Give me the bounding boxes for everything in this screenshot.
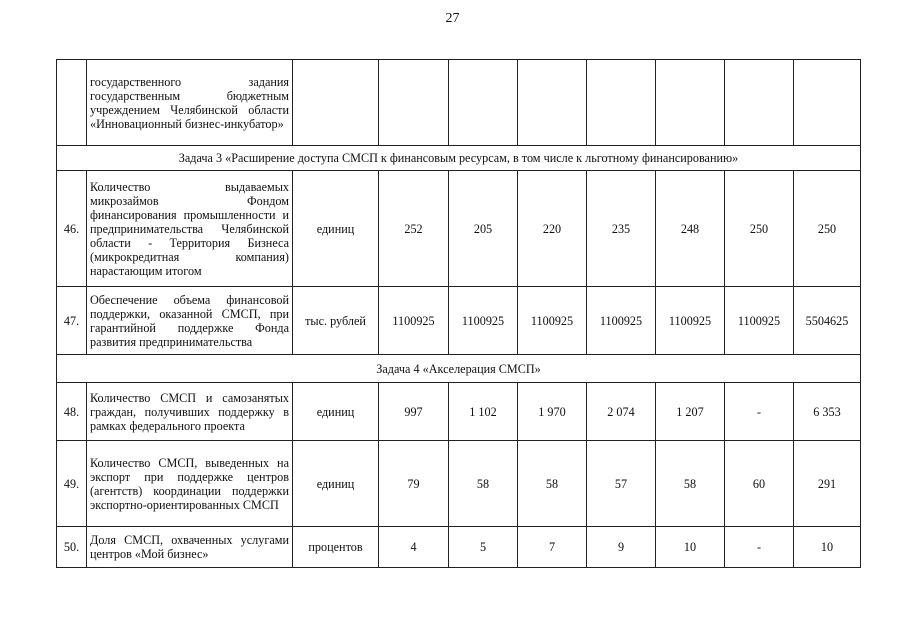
unit-cell: единиц	[293, 171, 379, 287]
value-cell	[794, 60, 861, 146]
unit-cell	[293, 60, 379, 146]
value-cell: 1 102	[449, 383, 518, 441]
value-cell: 7	[518, 527, 587, 568]
table-row	[57, 287, 861, 355]
task-header-row	[57, 146, 861, 171]
value-cell: 10	[656, 527, 725, 568]
value-cell	[725, 60, 794, 146]
value-cell: 58	[656, 441, 725, 527]
value-cell	[587, 60, 656, 146]
indicators-table	[56, 59, 861, 568]
task-heading: Задача 4 «Акселерация СМСП»	[57, 355, 861, 383]
value-cell: 5504625	[794, 287, 861, 355]
indicator-name-cell: Количество СМСП, выведенных на экспорт при поддержке центров (агентств) координации поддержки экспортно-ориентированных СМСП	[87, 441, 293, 527]
indicator-name-cell: Доля СМСП, охваченных услугами центров «Мой бизнес»	[87, 527, 293, 568]
value-cell: 1100925	[449, 287, 518, 355]
value-cell: 79	[379, 441, 449, 527]
table-row	[57, 383, 861, 441]
value-cell: 57	[587, 441, 656, 527]
page-number: 27	[445, 11, 460, 26]
task-heading: Задача 3 «Расширение доступа СМСП к финансовым ресурсам, в том числе к льготному финансированию»	[57, 146, 861, 171]
value-cell: 291	[794, 441, 861, 527]
table-row	[57, 60, 861, 146]
value-cell: 4	[379, 527, 449, 568]
value-cell: 6 353	[794, 383, 861, 441]
unit-cell: тыс. рублей	[293, 287, 379, 355]
value-cell: 10	[794, 527, 861, 568]
value-cell: 252	[379, 171, 449, 287]
row-number-cell: 48.	[57, 383, 87, 441]
row-number-cell: 46.	[57, 171, 87, 287]
row-number-cell: 50.	[57, 527, 87, 568]
value-cell: 1100925	[725, 287, 794, 355]
value-cell	[656, 60, 725, 146]
row-number-cell	[57, 60, 87, 146]
value-cell	[518, 60, 587, 146]
table-body	[57, 60, 861, 568]
value-cell: 1100925	[518, 287, 587, 355]
unit-cell: единиц	[293, 383, 379, 441]
value-cell: 60	[725, 441, 794, 527]
value-cell: 2 074	[587, 383, 656, 441]
table-row	[57, 527, 861, 568]
indicator-name-cell: Количество СМСП и самозанятых граждан, получивших поддержку в рамках федерального проекта	[87, 383, 293, 441]
unit-cell: единиц	[293, 441, 379, 527]
indicator-name-cell: государственного задания государственным бюджетным учреждением Челябинской области «Инновационный бизнес-инкубатор»	[87, 60, 293, 146]
task-header-row	[57, 355, 861, 383]
indicator-name-cell: Обеспечение объема финансовой поддержки, оказанной СМСП, при гарантийной поддержке Фонда развития предпринимательства	[87, 287, 293, 355]
value-cell: 997	[379, 383, 449, 441]
value-cell: -	[725, 383, 794, 441]
table-row	[57, 171, 861, 287]
value-cell: 250	[794, 171, 861, 287]
value-cell	[379, 60, 449, 146]
value-cell: 1100925	[587, 287, 656, 355]
value-cell: 1 970	[518, 383, 587, 441]
value-cell: 205	[449, 171, 518, 287]
value-cell: 9	[587, 527, 656, 568]
value-cell: 5	[449, 527, 518, 568]
row-number-cell: 49.	[57, 441, 87, 527]
indicator-name-cell: Количество выдаваемых микрозаймов Фондом финансирования промышленности и предпринимательства Челябинской области - Территория Бизнеса (микрокредитная компания) нарастающим итогом	[87, 171, 293, 287]
value-cell: 250	[725, 171, 794, 287]
value-cell: 220	[518, 171, 587, 287]
value-cell: 58	[449, 441, 518, 527]
value-cell: 235	[587, 171, 656, 287]
row-number-cell: 47.	[57, 287, 87, 355]
value-cell: 1 207	[656, 383, 725, 441]
value-cell: 1100925	[379, 287, 449, 355]
value-cell: -	[725, 527, 794, 568]
value-cell: 1100925	[656, 287, 725, 355]
value-cell	[449, 60, 518, 146]
value-cell: 248	[656, 171, 725, 287]
table-row	[57, 441, 861, 527]
unit-cell: процентов	[293, 527, 379, 568]
value-cell: 58	[518, 441, 587, 527]
